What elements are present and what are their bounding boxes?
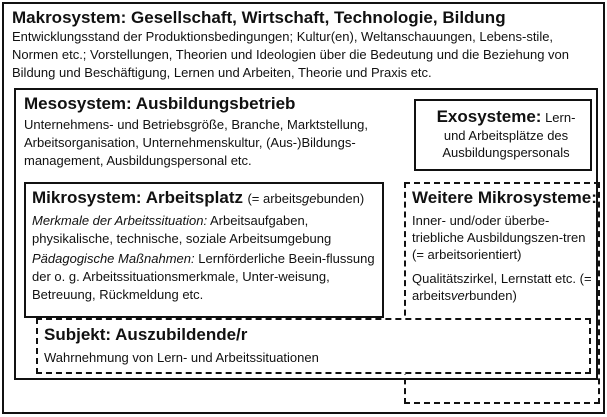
mikrosystem-merkmale xyxy=(32,212,380,248)
mesosystem-text: Unternehmens- und Betriebsgröße, Branche, Marktstellung, Arbeitsorganisation, Unternehmenskultur, (Aus-)Bildungs-management, Ausbildungspersonal etc. xyxy=(24,117,368,168)
mikrosystem-box xyxy=(24,182,384,318)
subjekt-title: Subjekt: Auszubildende/r xyxy=(44,325,248,344)
mesosystem-title: Mesosystem: Ausbildungsbetrieb xyxy=(24,94,296,113)
weitere-mikrosysteme-title: Weitere Mikrosysteme: xyxy=(412,188,597,207)
merkmale-label: Merkmale der Arbeitssituation: xyxy=(32,213,208,228)
subjekt-box xyxy=(36,318,591,374)
exosysteme-text: Lern- und Arbeitsplätze des Ausbildungspersonals xyxy=(442,110,576,160)
exosysteme-content xyxy=(424,107,588,161)
mikrosystem-heading xyxy=(32,188,382,208)
makrosystem-text: Entwicklungsstand der Produktionsbedingungen; Kultur(en), Weltanschauungen, Lebens-stile, Normen etc.; Vorstellungen, Theorien und Ideologien über die Bedeutung und die Beziehung von Bildung und Beschäftigung, Lernen und Arbeiten, Theorie und Praxis etc. xyxy=(12,29,569,80)
weitere-mikrosysteme-text1: Inner- und/oder überbe-triebliche Ausbildungszen-tren (= arbeitsorientiert) xyxy=(412,213,586,262)
subjekt-text: Wahrnehmung von Lern- und Arbeitssituationen xyxy=(44,350,319,365)
mikrosystem-suffix: (= arbeitsgebunden) xyxy=(247,191,365,206)
paed-label: Pädagogische Maßnahmen: xyxy=(32,251,195,266)
merkmale-text: Arbeitsaufgaben, physikalische, technische, soziale Arbeitsumgebung xyxy=(32,213,332,246)
paed-text: Lernförderliche Beein-flussung der o. g. Arbeitssituationsmerkmale, Unter-weisung, Betreuung, Rückmeldung etc. xyxy=(32,251,375,302)
mikrosystem-title: Mikrosystem: Arbeitsplatz xyxy=(32,188,243,207)
weitere-mikrosysteme-text2: Qualitätszirkel, Lernstatt etc. (= arbeitsverbunden) xyxy=(412,271,592,303)
makrosystem-title: Makrosystem: Gesellschaft, Wirtschaft, Technologie, Bildung xyxy=(12,8,506,27)
mikrosystem-paedagogik xyxy=(32,250,380,304)
exosysteme-box xyxy=(414,99,592,171)
exosysteme-title: Exosysteme: xyxy=(436,107,542,126)
